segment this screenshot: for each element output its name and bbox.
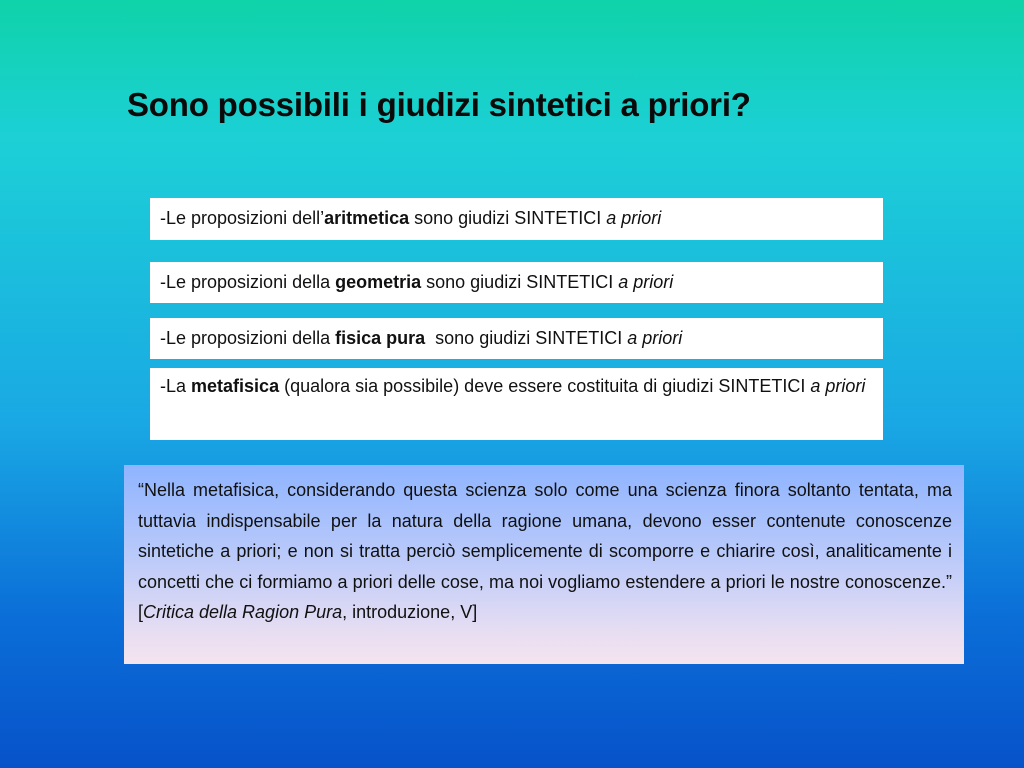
proposition-geometry (150, 262, 883, 303)
proposition-middle: (qualora sia possibile) deve essere costituita di giudizi SINTETICI (279, 376, 811, 396)
proposition-pure-physics (150, 318, 883, 359)
quote-text: “Nella metafisica, considerando questa scienza solo come una scienza finora soltanto tentata, ma tuttavia indispensabile per la natura della ragione umana, devono esser contenute conoscenze sintetiche a priori; e non si tratta perciò semplicemente di scomporre e chiarire così, analiticamente i concetti che ci formiamo a priori delle cose, ma noi vogliamo estendere a priori le nostre conoscenze.” [ (138, 480, 952, 622)
proposition-italic: a priori (627, 328, 683, 348)
proposition-keyword: fisica pura (335, 328, 426, 348)
slide-title: Sono possibili i giudizi sintetici a priori? (127, 86, 751, 123)
quote-source-title: Critica della Ragion Pura (143, 602, 343, 622)
proposition-middle: sono giudizi SINTETICI (421, 272, 619, 292)
proposition-prefix: -Le proposizioni della (160, 272, 336, 292)
proposition-metaphysics (150, 368, 883, 440)
proposition-keyword: geometria (335, 272, 422, 292)
proposition-italic: a priori (810, 376, 866, 396)
quote-source-rest: , introduzione, V] (342, 602, 478, 622)
proposition-keyword: aritmetica (324, 208, 410, 228)
proposition-italic: a priori (606, 208, 662, 228)
kant-quote-box (124, 465, 964, 664)
proposition-keyword: metafisica (191, 376, 280, 396)
proposition-middle: sono giudizi SINTETICI (409, 208, 607, 228)
proposition-italic: a priori (618, 272, 674, 292)
proposition-prefix: -Le proposizioni dell’ (160, 208, 325, 228)
proposition-prefix: -La (160, 376, 192, 396)
proposition-arithmetic (150, 198, 883, 240)
proposition-prefix: -Le proposizioni della (160, 328, 336, 348)
proposition-middle: sono giudizi SINTETICI (425, 328, 628, 348)
